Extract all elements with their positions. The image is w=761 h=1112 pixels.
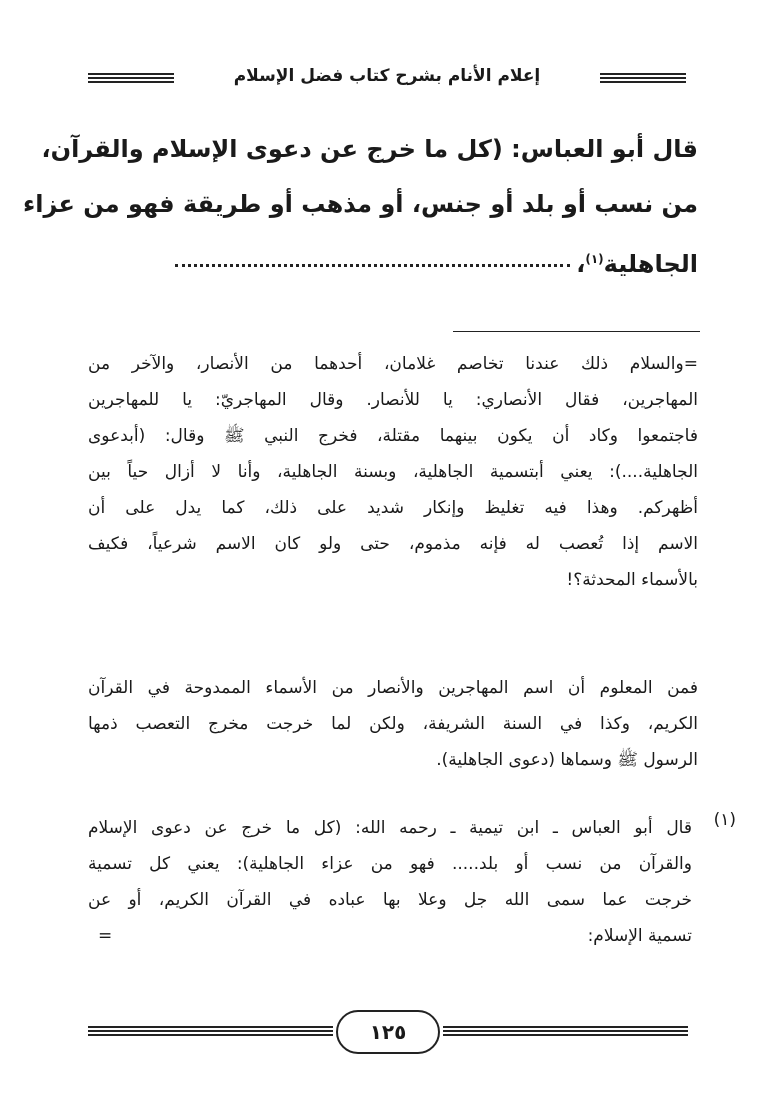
footnote-reference: (١) bbox=[585, 252, 604, 266]
running-header bbox=[88, 66, 686, 96]
note-line: المهاجرين، فقال الأنصاري: يا للأنصار. وقال المهاجريّ: يا للمهاجرين bbox=[88, 390, 698, 410]
note-line: الاسم إذا تُعصب له فإنه مذموم، حتى ولو كان الاسم شرعياً، فكيف bbox=[88, 534, 698, 554]
note-line: الجاهلية....): يعني أبتسمية الجاهلية، وبسنة الجاهلية، وأنا لا أزال حياً بين bbox=[88, 462, 698, 482]
header-rule-left bbox=[88, 73, 174, 85]
main-quote bbox=[23, 122, 698, 287]
note-paragraph bbox=[88, 670, 698, 778]
footnote-separator-rule bbox=[453, 331, 700, 332]
footnote-line: تسمية الإسلام: bbox=[587, 926, 692, 946]
footnote-number: (١) bbox=[713, 810, 736, 830]
footnote-line: خرجت عما سمى الله جل وعلا بها عباده في القرآن الكريم، أو عن bbox=[88, 890, 692, 910]
footnote-line: قال أبو العباس ـ ابن تيمية ـ رحمه الله: (كل ما خرج عن دعوى الإسلام bbox=[88, 818, 692, 838]
main-quote-line-3 bbox=[86, 232, 698, 287]
note-line: بالأسماء المحدثة؟! bbox=[566, 570, 698, 590]
note-line: الكريم، وكذا في السنة الشريفة، ولكن لما خرجت مخرج التعصب ذمها bbox=[88, 714, 698, 734]
footnote-last-line bbox=[88, 918, 692, 954]
main-quote-trailing: ، bbox=[576, 250, 586, 278]
main-quote-line-3-text: الجاهلية bbox=[603, 250, 698, 278]
continuation-mark: = bbox=[98, 926, 113, 946]
main-quote-line-1: قال أبو العباس: (كل ما خرج عن دعوى الإسلام والقرآن، bbox=[41, 135, 698, 163]
main-quote-line-2: من نسب أو بلد أو جنس، أو مذهب أو طريقة فهو من عزاء bbox=[23, 190, 698, 218]
footer-rule-right bbox=[443, 1026, 688, 1038]
page-footer bbox=[88, 1010, 688, 1060]
page-number: ١٢٥ bbox=[336, 1010, 440, 1054]
note-line: فاجتمعوا وكاد أن يكون بينهما مقتلة، فخرج النبي ﷺ وقال: (أبدعوى bbox=[88, 426, 698, 446]
note-line: فمن المعلوم أن اسم المهاجرين والأنصار من الأسماء الممدوحة في القرآن bbox=[88, 678, 698, 698]
footer-rule-left bbox=[88, 1026, 333, 1038]
footnote-continuation bbox=[88, 346, 698, 598]
footnote-text bbox=[88, 810, 692, 954]
note-line: الرسول ﷺ وسماها (دعوى الجاهلية). bbox=[436, 750, 698, 770]
header-title: إعلام الأنام بشرح كتاب فضل الإسلام bbox=[233, 66, 541, 86]
header-rule-right bbox=[600, 73, 686, 85]
dotted-leader bbox=[175, 264, 570, 267]
note-line: أظهركم. وهذا فيه تغليظ وإنكار شديد على ذلك، كما يدل على أن bbox=[88, 498, 698, 518]
footnote-line: والقرآن من نسب أو بلد..... فهو من عزاء الجاهلية): يعني كل تسمية bbox=[88, 854, 692, 874]
note-line: =والسلام ذلك عندنا تخاصم غلامان، أحدهما من الأنصار، والآخر من bbox=[88, 354, 698, 374]
